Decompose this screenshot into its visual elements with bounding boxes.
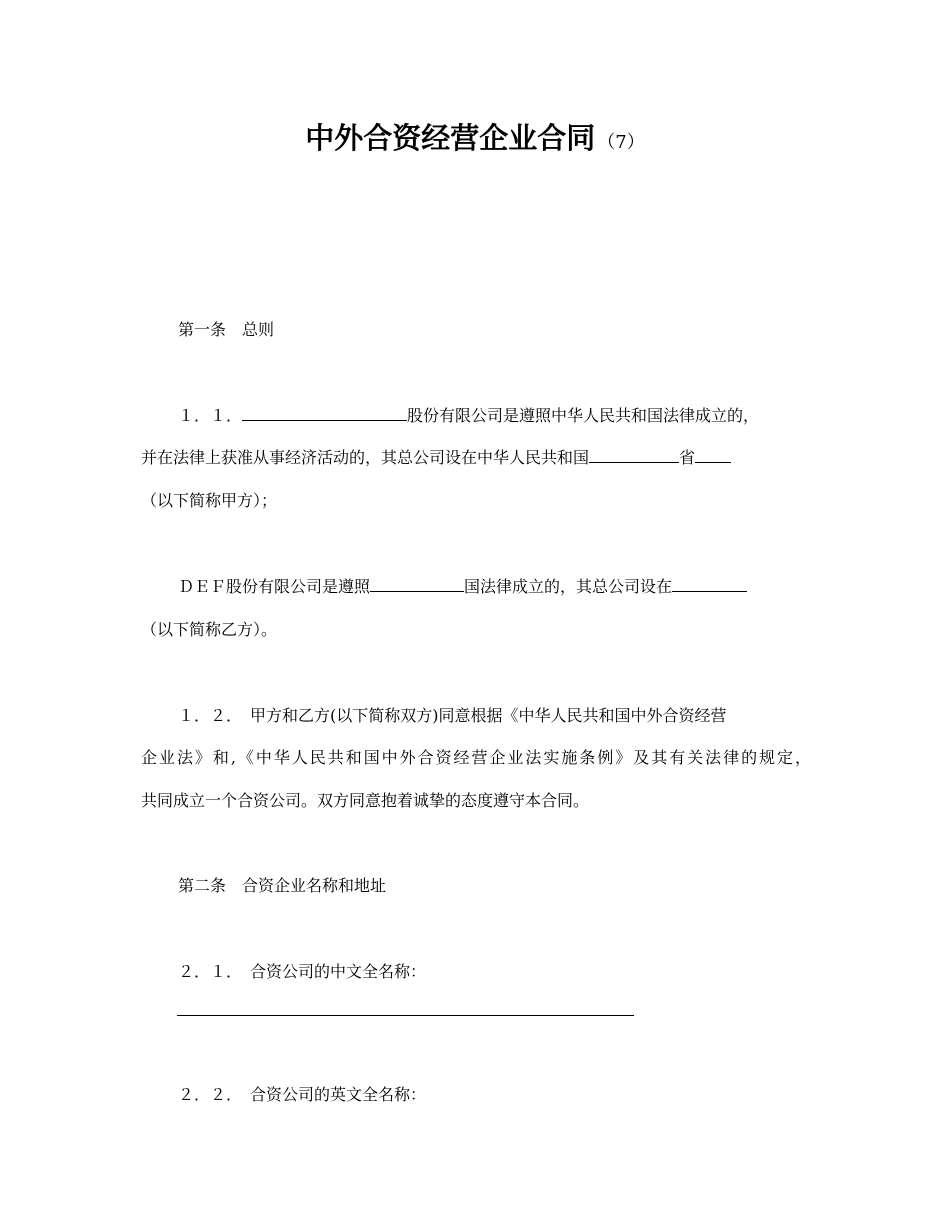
party-b-country-blank: [370, 575, 464, 592]
province-label: 省: [679, 448, 696, 467]
clause-1-2-line1: １．２． 甲方和乙方(以下简称双方)同意根据《中华人民共和国中外合资经营: [178, 706, 727, 725]
party-b-hq-blank: [672, 575, 747, 592]
clause-1-2-line3: 共同成立一个合资公司。双方同意抱着诚挚的态度遵守本合同。: [141, 791, 590, 810]
clause-1-1-line1: [178, 404, 811, 428]
province-blank: [589, 446, 679, 463]
clause-1-2-line2: 企业法》和,《中华人民共和国中外合资经营企业法实施条例》及其有关法律的规定，: [141, 748, 811, 767]
clause-1-1-line2-text: 并在法律上获准从事经济活动的，其总公司设在中华人民共和国: [141, 448, 590, 467]
chinese-name-blank: [177, 1015, 634, 1016]
clause-1-1-line3: （以下简称甲方）；: [141, 491, 278, 510]
party-a-name-blank: [242, 404, 407, 421]
clause-1-1-line2: [141, 446, 811, 470]
article1-heading: 第一条 总则: [178, 320, 275, 339]
party-b-line2: （以下简称乙方）。: [141, 620, 278, 639]
article2-heading: 第二条 合资企业名称和地址: [178, 876, 387, 895]
title-text: 中外合资经营企业合同: [305, 121, 596, 155]
title-suffix: （7）: [597, 132, 645, 153]
clause-2-1: ２．１． 合资公司的中文全名称：: [178, 962, 427, 981]
city-blank: [695, 446, 731, 463]
clause-1-1-text: 股份有限公司是遵照中华人民共和国法律成立的，: [407, 406, 760, 425]
party-b-line1: [178, 575, 811, 599]
party-b-text-a: ＤＥＦ股份有限公司是遵照: [178, 577, 371, 596]
clause-1-1-number: １．１．: [178, 406, 243, 425]
clause-2-2: ２．２． 合资公司的英文全名称：: [178, 1085, 427, 1104]
document-title: [0, 116, 950, 157]
party-b-text-b: 国法律成立的，其总公司设在: [464, 577, 673, 596]
